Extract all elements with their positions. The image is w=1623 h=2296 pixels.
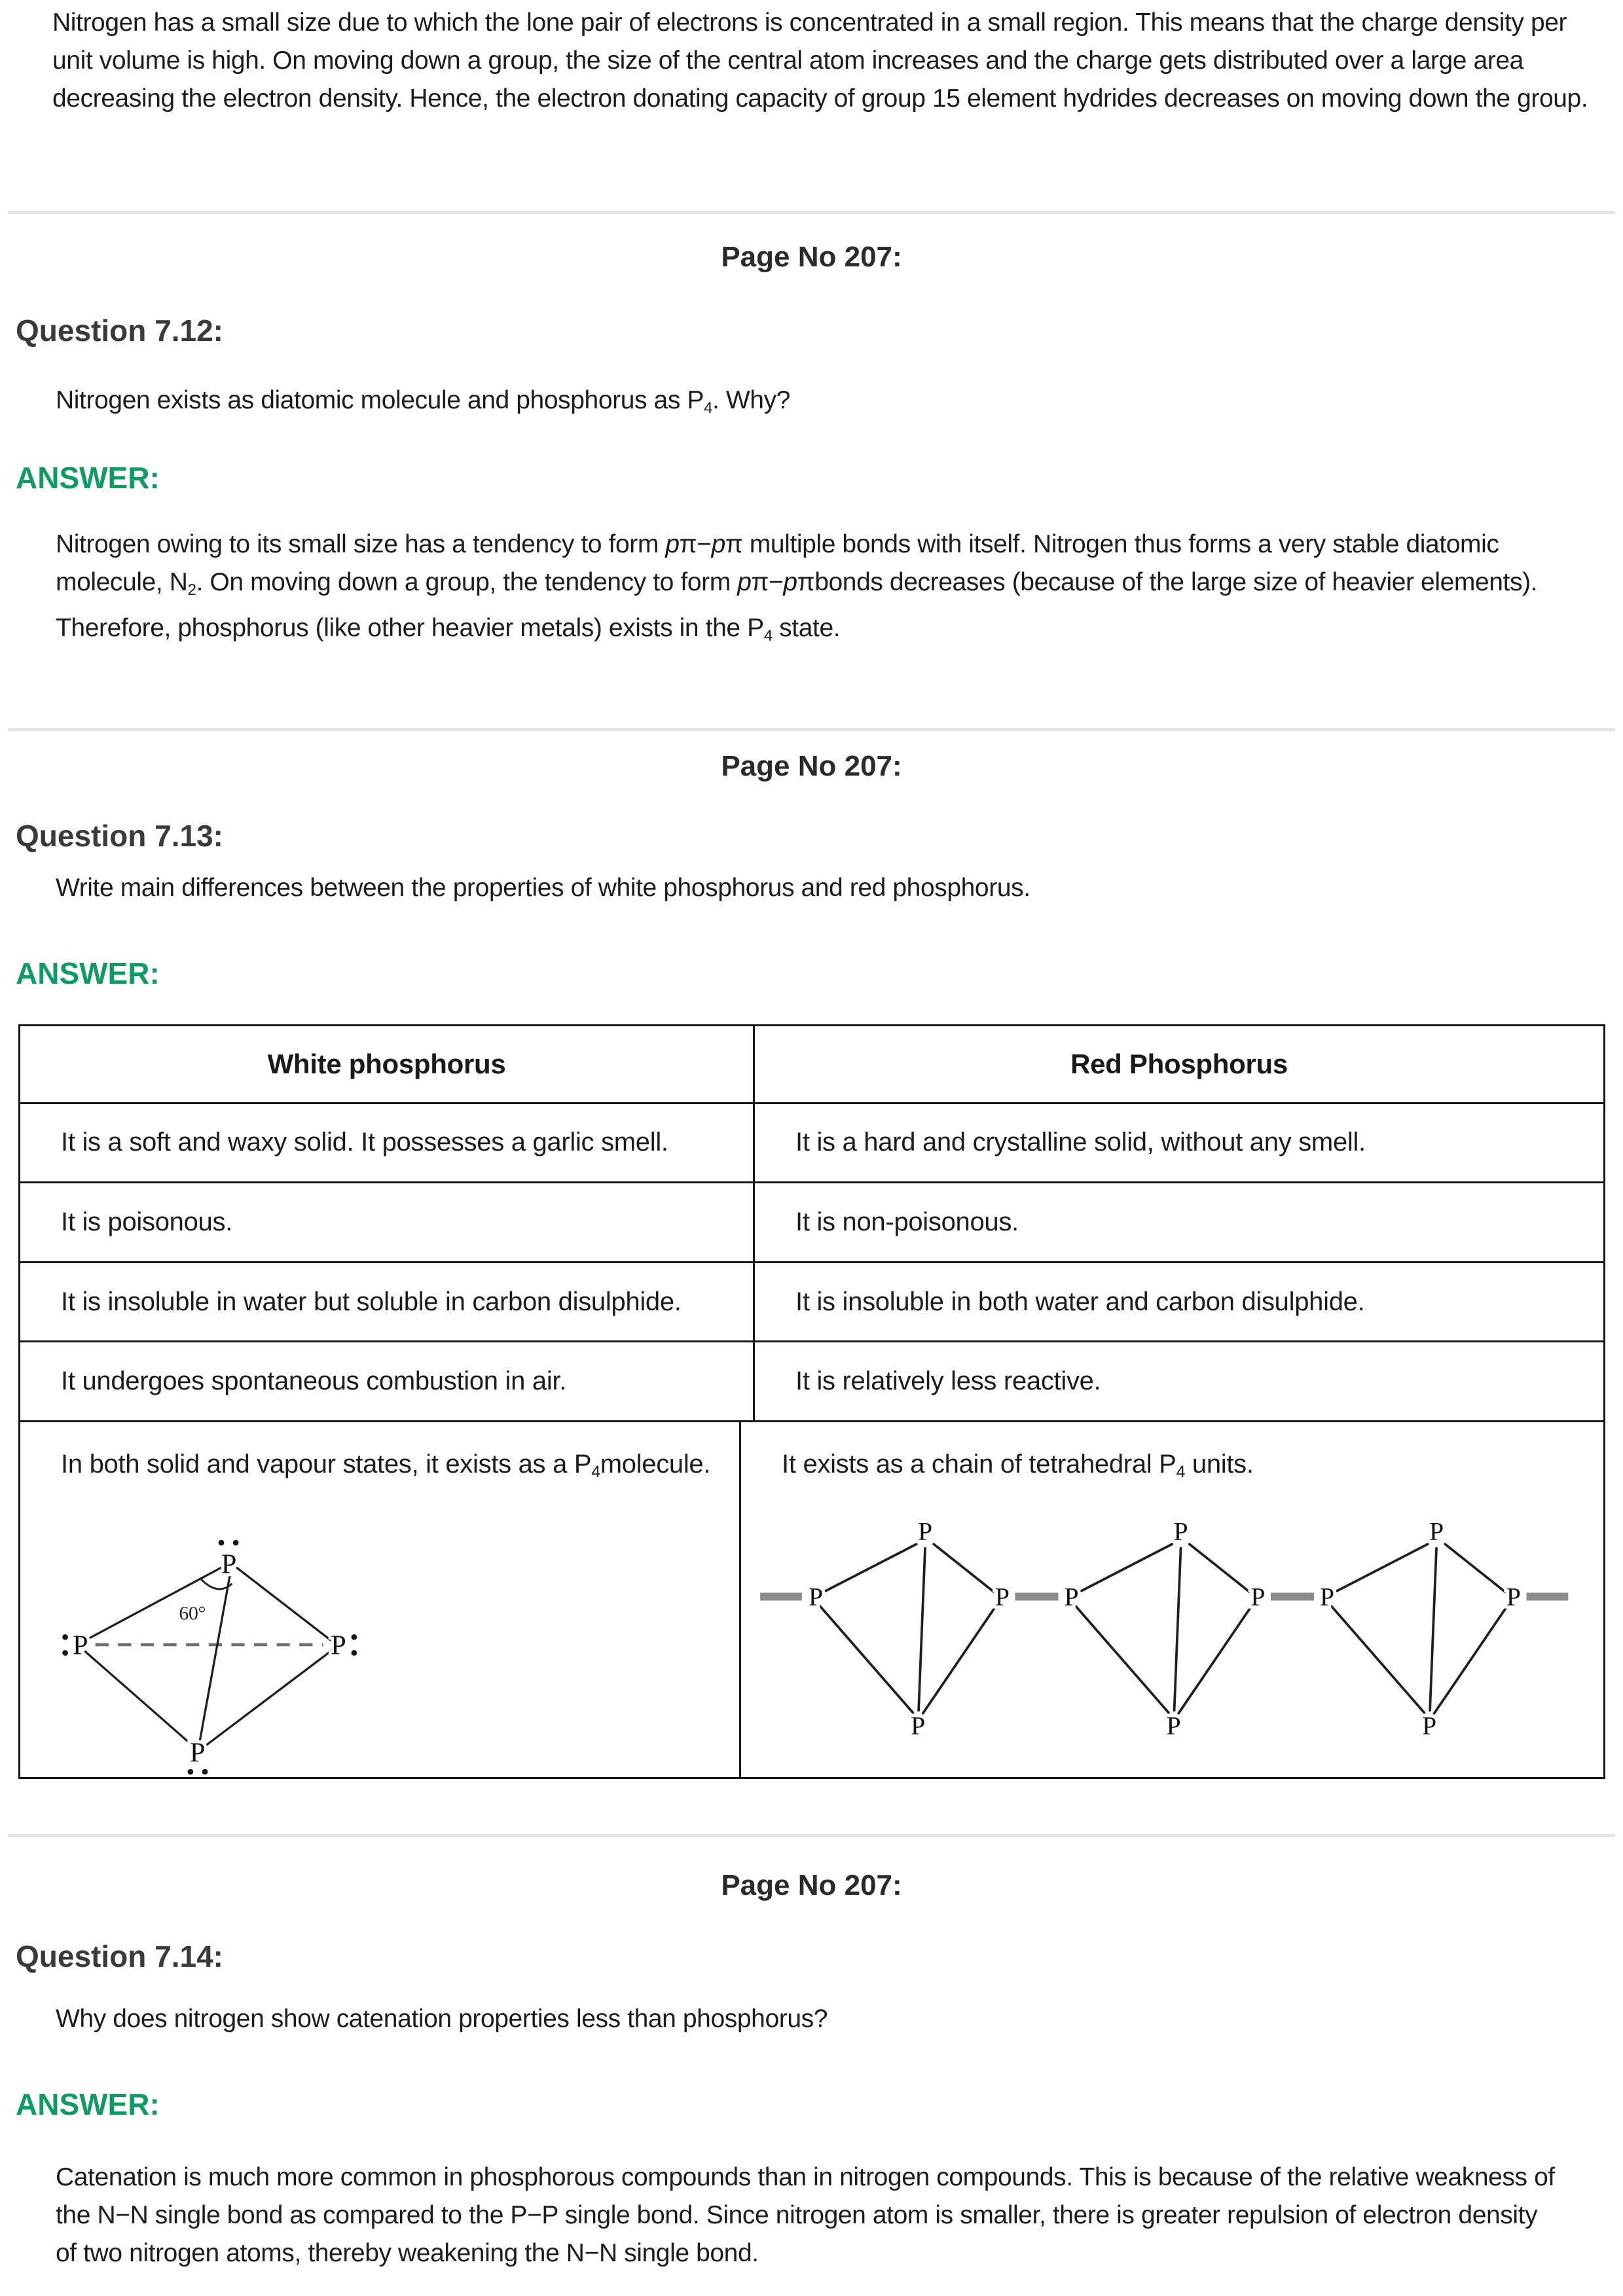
phosphorus-atom-label: P bbox=[808, 1582, 823, 1611]
phosphorus-atom-label: P bbox=[1166, 1711, 1181, 1740]
intro-paragraph: Nitrogen has a small size due to which the lone pair of electrons is concentrated in a small region. This means that the charge density per unit volume is high. On moving down a group, the size of the central atom increases and the charge gets distributed over a large area decreasing the electron density. Hence, the electron donating capacity of group 15 element hydrides decreases on moving down the group. bbox=[52, 9, 1588, 113]
section-divider bbox=[8, 1834, 1615, 1837]
p4-tetrahedron-unit bbox=[1064, 1521, 1265, 1740]
phosphorus-atom-label: P bbox=[1319, 1582, 1334, 1611]
phosphorus-atom-label: P bbox=[994, 1582, 1010, 1611]
table-cell-red: It is insoluble in both water and carbon disulphide. bbox=[795, 1287, 1365, 1316]
question-heading: Question 7.12: bbox=[16, 314, 223, 348]
p4-tetrahedron-unit bbox=[1320, 1521, 1521, 1740]
phosphorus-atom-label: P bbox=[1429, 1521, 1444, 1546]
bond-angle-arc bbox=[200, 1578, 232, 1589]
page-number-heading: Page No 207: bbox=[721, 750, 902, 782]
red-phosphorus-description: It exists as a chain of tetrahedral P4 units. bbox=[782, 1450, 1254, 1482]
phosphorus-atom-label: P bbox=[331, 1630, 346, 1661]
table-cell-white: It is a soft and waxy solid. It possesses a garlic smell. bbox=[20, 1104, 755, 1182]
phosphorus-atom-label: P bbox=[918, 1521, 932, 1546]
table-cell-red bbox=[741, 1422, 1603, 1777]
answer-label: ANSWER: bbox=[16, 461, 160, 495]
table-cell-white bbox=[20, 1422, 741, 1777]
question-text: Nitrogen exists as diatomic molecule and phosphorus as P4. Why? bbox=[56, 386, 790, 417]
page-number-heading: Page No 207: bbox=[721, 241, 902, 273]
table-row bbox=[20, 1422, 1603, 1777]
bond-angle-label: 60° bbox=[179, 1602, 206, 1624]
answer-paragraph: Catenation is much more common in phosphorous compounds than in nitrogen compounds. This is because of the relative weakness of the N−N single bond as compared to the P−P single bond. Since nitrogen atom is smaller, there is greater repulsion of electron density of two nitrogen atoms, thereby weakening the N−N single bond. bbox=[56, 2163, 1555, 2267]
phosphorus-atom-label: P bbox=[1064, 1582, 1079, 1611]
question-text: Why does nitrogen show catenation properties less than phosphorus? bbox=[56, 2005, 828, 2033]
phosphorus-atom-label: P bbox=[72, 1630, 88, 1661]
question-heading: Question 7.13: bbox=[16, 819, 223, 853]
table-header-row bbox=[20, 1026, 1603, 1104]
table-cell-white: It is poisonous. bbox=[20, 1183, 755, 1261]
phosphorus-atom-label: P bbox=[1173, 1521, 1188, 1546]
question-heading: Question 7.14: bbox=[16, 1939, 223, 1973]
comparison-table bbox=[18, 1024, 1605, 1779]
table-cell-red: It is a hard and crystalline solid, without any smell. bbox=[795, 1128, 1366, 1157]
phosphorus-atom-label: P bbox=[221, 1549, 237, 1580]
table-cell-red: It is non-poisonous. bbox=[795, 1208, 1019, 1237]
table-row bbox=[20, 1183, 1603, 1263]
phosphorus-atom-label: P bbox=[1422, 1711, 1436, 1740]
question-text: Write main differences between the properties of white phosphorus and red phosphorus. bbox=[56, 874, 1030, 902]
table-row bbox=[20, 1104, 1603, 1184]
answer-label: ANSWER: bbox=[16, 956, 160, 990]
section-divider bbox=[8, 211, 1615, 214]
white-phosphorus-structure-diagram bbox=[41, 1525, 369, 1777]
lone-pair-dots bbox=[62, 1540, 357, 1775]
answer-label: ANSWER: bbox=[16, 2087, 160, 2121]
table-cell-white: It is insoluble in water but soluble in carbon disulphide. bbox=[20, 1263, 755, 1341]
table-cell-red: It is relatively less reactive. bbox=[795, 1367, 1101, 1396]
p4-tetrahedron-unit bbox=[809, 1521, 1010, 1740]
phosphorus-atom-label: P bbox=[1506, 1582, 1521, 1611]
phosphorus-atom-label: P bbox=[1250, 1582, 1266, 1611]
answer-paragraph: Nitrogen owing to its small size has a tendency to form pπ−pπ multiple bonds with itself. Nitrogen thus forms a very stable diatomic molecule, N2. On moving down a group, the tendency to form pπ−pπbonds decreases (because of the large size of heavier elements). Therefore, phosphorus (like other heavier metals) exists in the P4 state. bbox=[56, 530, 1538, 645]
section-divider bbox=[8, 728, 1615, 731]
table-header-red-phosphorus: Red Phosphorus bbox=[1070, 1048, 1288, 1079]
phosphorus-atom-label: P bbox=[189, 1737, 206, 1768]
table-cell-white: It undergoes spontaneous combustion in air. bbox=[20, 1342, 755, 1420]
phosphorus-atom-label: P bbox=[911, 1711, 925, 1740]
red-phosphorus-chain-diagram bbox=[756, 1521, 1577, 1744]
table-header-white-phosphorus: White phosphorus bbox=[20, 1026, 755, 1102]
table-row bbox=[20, 1342, 1603, 1422]
table-row bbox=[20, 1263, 1603, 1343]
white-phosphorus-description: In both solid and vapour states, it exists as a P4molecule. bbox=[61, 1450, 711, 1482]
page-number-heading: Page No 207: bbox=[721, 1869, 902, 1901]
